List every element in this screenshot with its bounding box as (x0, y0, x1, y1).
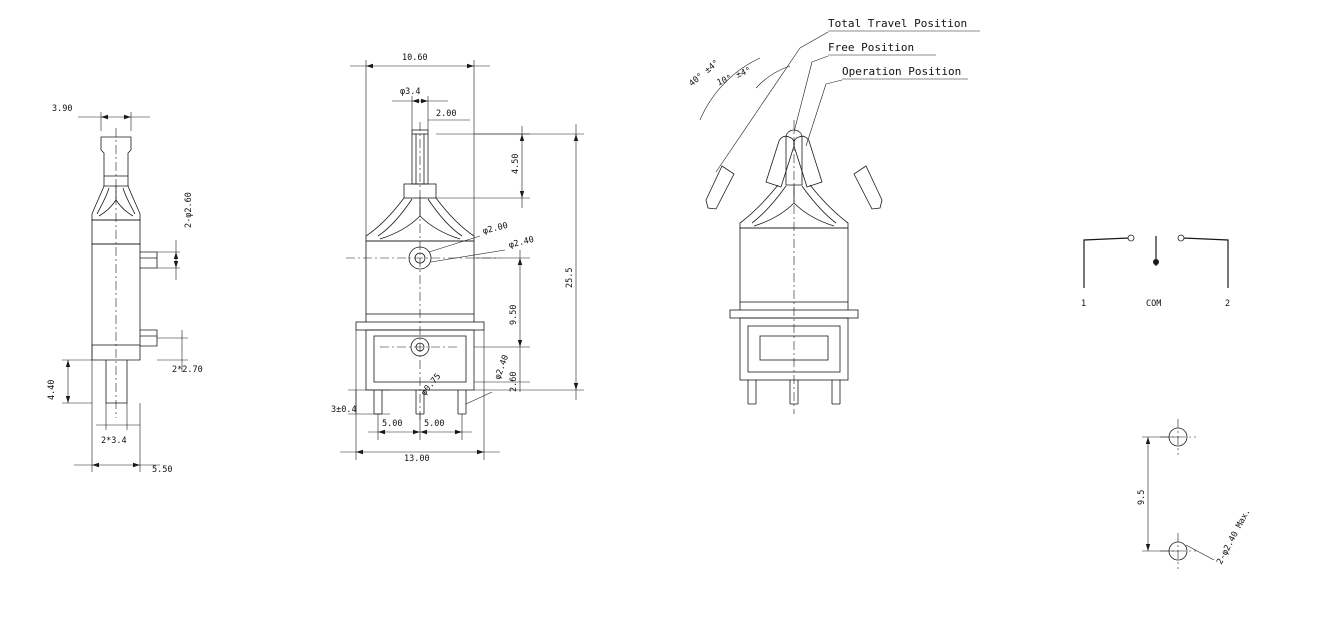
front-view-geometry (346, 122, 500, 422)
hole-layout-note: 2-φ2.40 Max. (1215, 507, 1253, 567)
dim-front-hole-dia-1: φ2.00 (481, 220, 510, 237)
dim-front-pin-len: 3±0.4 (331, 405, 357, 415)
dim-front-overall-width: 13.00 (404, 454, 430, 464)
dim-front-hole-dia-2: φ2.40 (507, 234, 536, 251)
dim-side-pin-pitch: 2*2.70 (172, 365, 203, 375)
circuit-terminal-1: 1 (1081, 299, 1087, 309)
dim-front-pin-dia-small: φ0.75 (419, 371, 444, 398)
circuit-terminal-com: COM (1146, 299, 1162, 309)
hole-layout-pitch: 9.5 (1137, 489, 1147, 505)
circuit-diagram-geometry (1084, 235, 1228, 288)
dim-front-pin-dia: φ2.40 (493, 353, 512, 382)
circuit-terminal-2: 2 (1225, 299, 1231, 309)
dim-front-lower-height: 2.60 (509, 371, 519, 392)
dim-side-width-top: 3.90 (52, 104, 73, 114)
operation-view-geometry (706, 120, 882, 414)
dim-front-mid-height: 9.50 (509, 304, 519, 325)
side-view-dimensions (62, 112, 188, 472)
callout-free-position: Free Position (828, 41, 915, 54)
dim-side-pin-width: 2*3.4 (101, 436, 127, 446)
hole-layout-geometry (1142, 419, 1214, 569)
callout-total-travel-position: Total Travel Position (828, 17, 968, 30)
angle-operation: 10° ±4° (715, 65, 753, 89)
dim-front-top-height: 4.50 (511, 153, 521, 174)
dim-front-plunger-len: 2.00 (436, 109, 457, 119)
dim-front-body-top-width: 10.60 (402, 53, 428, 63)
dim-front-plunger-dia: φ3.4 (400, 87, 421, 97)
dim-front-total-height: 25.5 (565, 267, 575, 288)
dim-side-lever-holes: 2-φ2.60 (184, 192, 194, 228)
dim-front-pitch-right: 5.00 (424, 419, 445, 429)
angle-total-travel: 40° ±4° (687, 58, 722, 89)
side-view-geometry (92, 128, 157, 418)
dim-side-overall-width: 5.50 (152, 465, 173, 475)
front-view-dimensions (340, 60, 584, 460)
callout-operation-position: Operation Position (842, 65, 962, 78)
dim-front-pitch-left: 5.00 (382, 419, 403, 429)
dim-side-pin-height: 4.40 (47, 379, 57, 400)
